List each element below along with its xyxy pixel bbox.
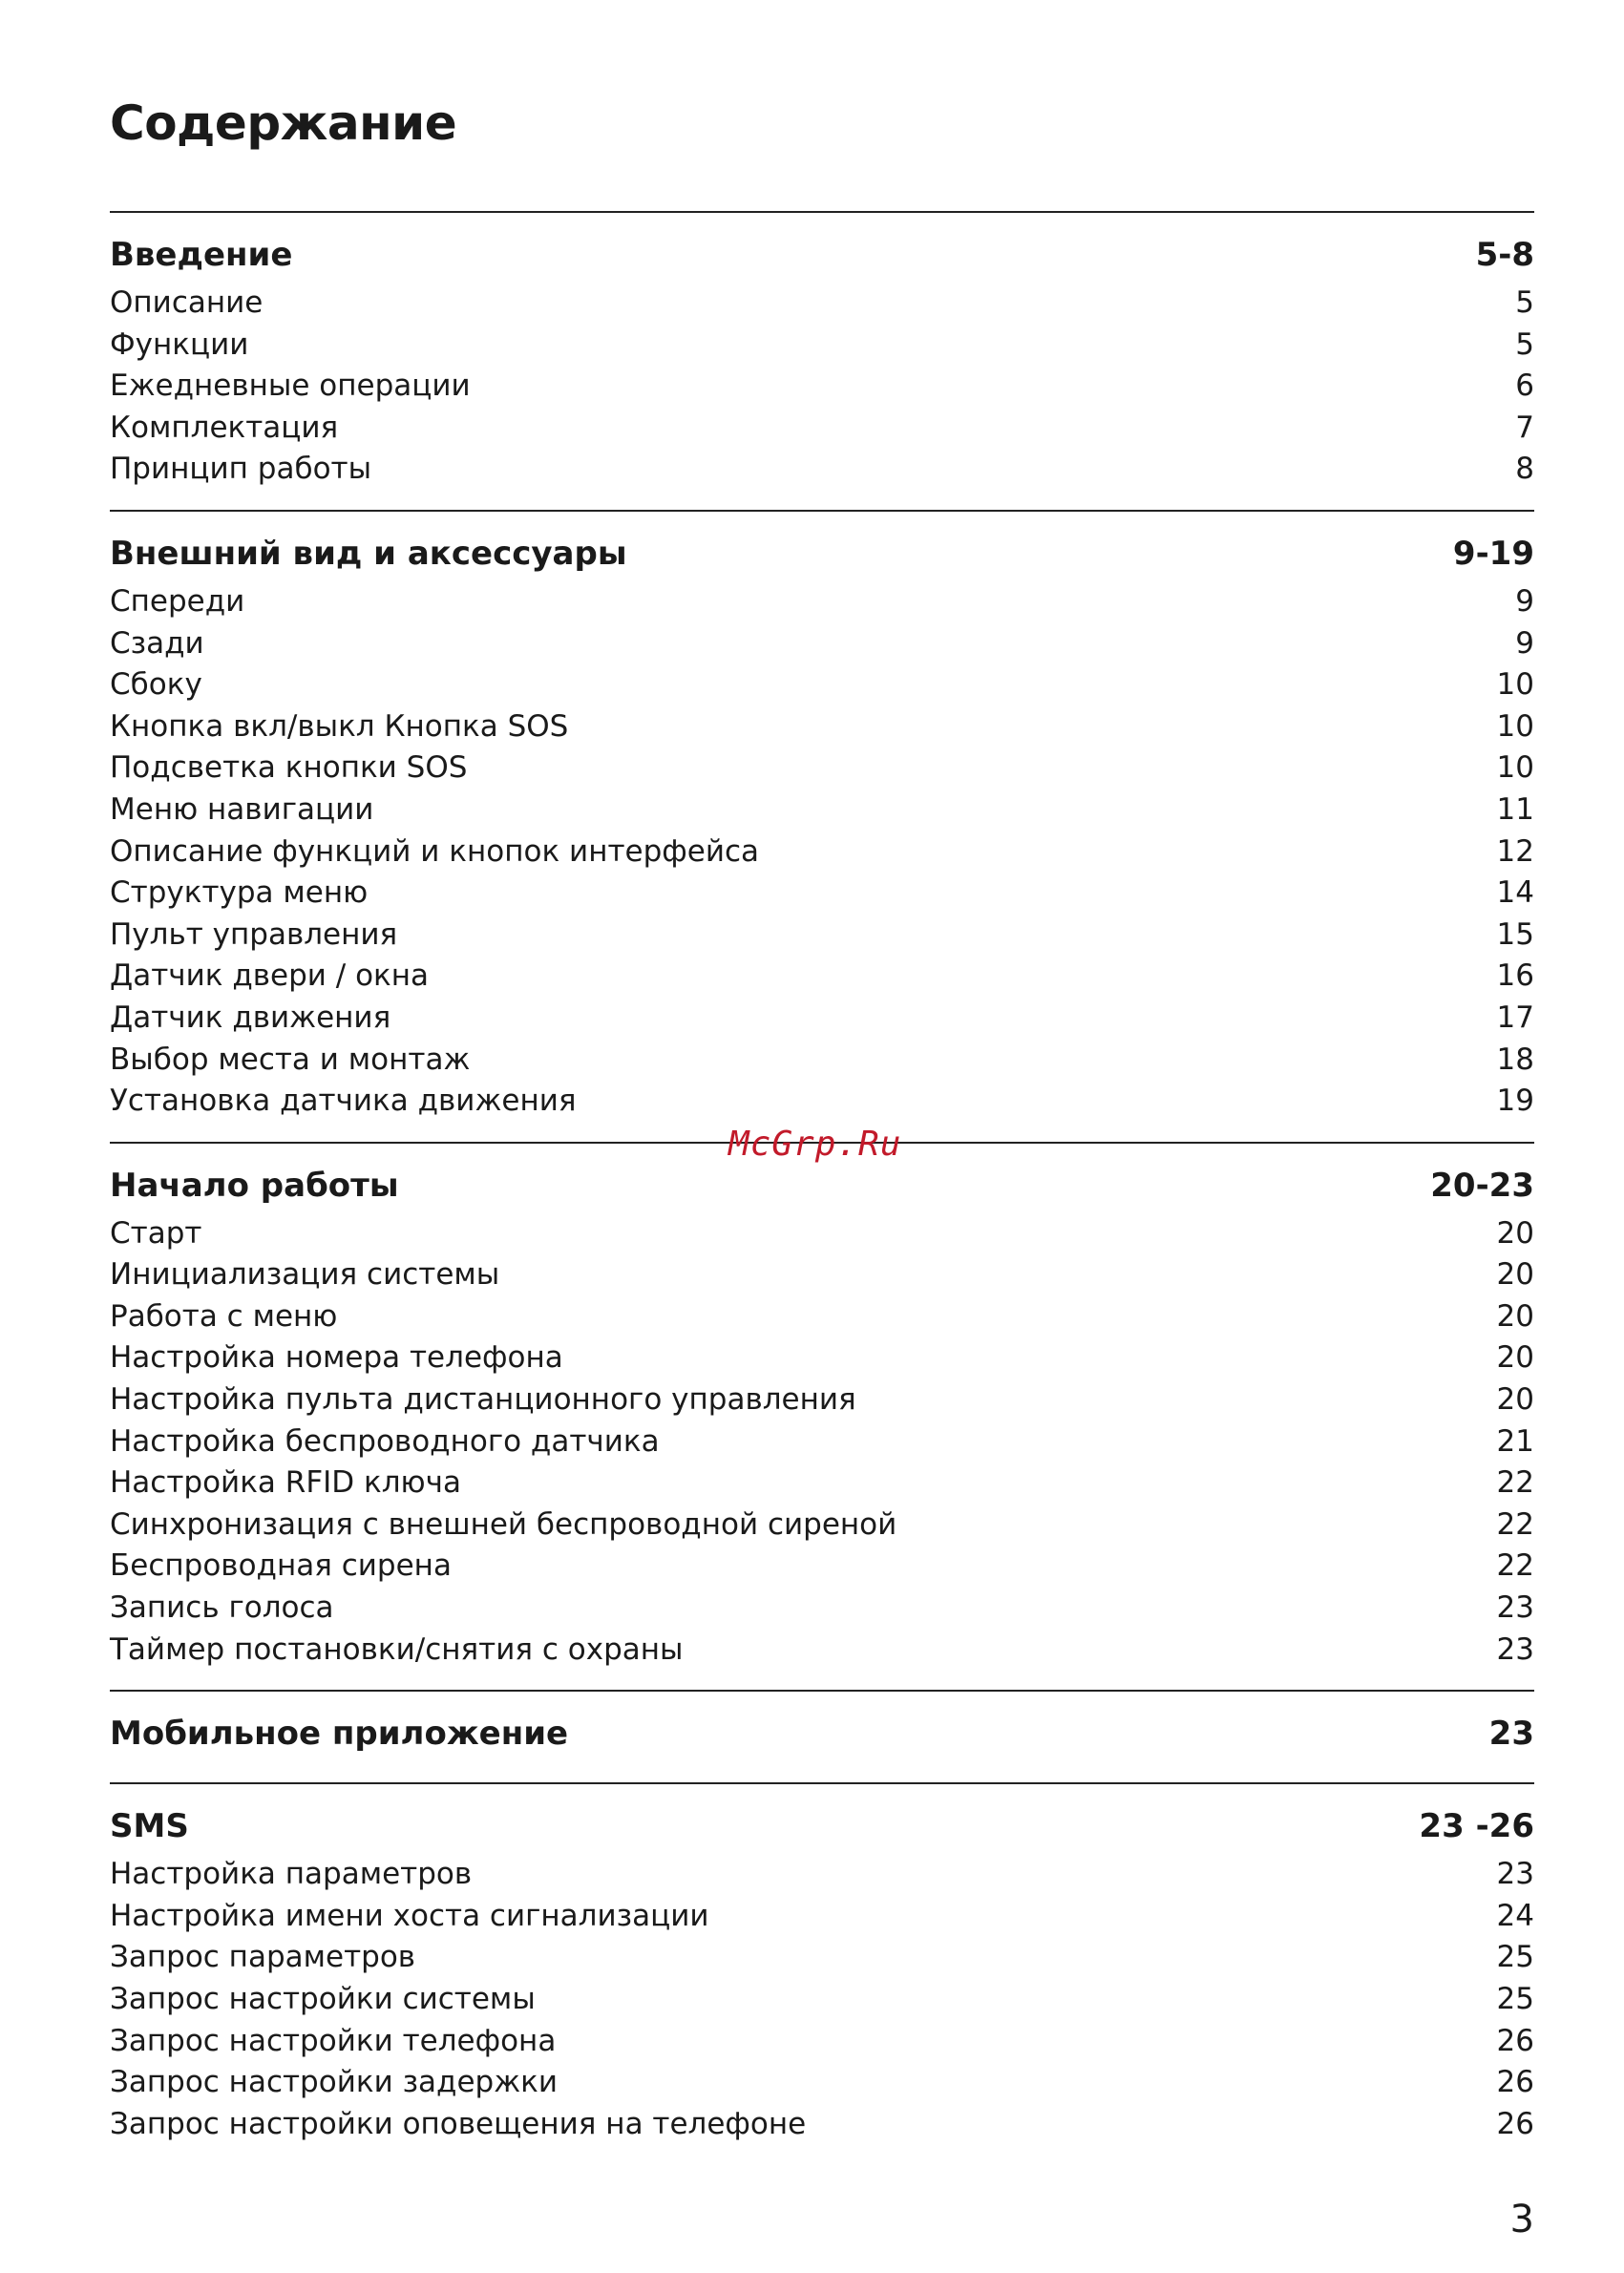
section-title: Внешний вид и аксессуары	[110, 534, 627, 573]
watermark: McGrp.Ru	[728, 1125, 902, 1164]
toc-entry	[110, 1296, 1534, 1338]
entry-page: 22	[1496, 1506, 1534, 1542]
entry-label: Настройка RFID ключа	[110, 1465, 461, 1501]
section-title: Начало работы	[110, 1166, 399, 1205]
section-pages: 23 -26	[1419, 1807, 1534, 1846]
toc-section	[110, 1142, 1534, 1672]
section-title: Введение	[110, 236, 293, 274]
entry-label: Принцип работы	[110, 452, 372, 487]
toc-entry	[110, 283, 1534, 325]
entry-page: 17	[1496, 1000, 1534, 1035]
section-title: SMS	[110, 1807, 189, 1846]
entry-label: Сбоку	[110, 667, 202, 703]
entry-page: 20	[1496, 1298, 1534, 1334]
entry-page: 23	[1496, 1857, 1534, 1892]
toc-entry	[110, 1040, 1534, 1082]
section-heading	[110, 1799, 1534, 1854]
entry-label: Инициализация системы	[110, 1257, 500, 1293]
entry-label: Установка датчика движения	[110, 1084, 577, 1119]
toc-entry	[110, 408, 1534, 450]
toc-entry	[110, 915, 1534, 957]
entry-label: Настройка параметров	[110, 1857, 473, 1892]
entry-page: 23	[1496, 1590, 1534, 1626]
entry-label: Таймер постановки/снятия с охраны	[110, 1631, 684, 1667]
entry-page: 20	[1496, 1382, 1534, 1418]
entry-list	[110, 283, 1534, 491]
toc-entry	[110, 1505, 1534, 1547]
entry-page: 19	[1496, 1084, 1534, 1119]
entry-page: 26	[1496, 2106, 1534, 2141]
entry-page: 6	[1515, 368, 1534, 404]
toc-entry	[110, 2104, 1534, 2146]
entry-page: 26	[1496, 2023, 1534, 2058]
toc-entry	[110, 706, 1534, 748]
entry-page: 11	[1496, 791, 1534, 827]
section-pages: 5-8	[1475, 236, 1534, 274]
entry-label: Запрос настройки телефона	[110, 2023, 557, 2058]
entry-label: Ежедневные операции	[110, 368, 471, 404]
entry-page: 20	[1496, 1257, 1534, 1293]
entry-page: 22	[1496, 1548, 1534, 1584]
section-title: Мобильное приложение	[110, 1715, 569, 1754]
entry-label: Комплектация	[110, 410, 339, 445]
toc-entry	[110, 1588, 1534, 1630]
entry-page: 10	[1496, 708, 1534, 744]
toc-entry	[110, 1081, 1534, 1123]
section-heading	[110, 1706, 1534, 1761]
entry-label: Датчик двери / окна	[110, 958, 430, 994]
entry-page: 18	[1496, 1042, 1534, 1077]
toc-entry	[110, 1337, 1534, 1379]
section-heading	[110, 227, 1534, 283]
entry-page: 9	[1515, 583, 1534, 619]
toc-entry	[110, 2021, 1534, 2063]
entry-label: Запрос настройки оповещения на телефоне	[110, 2106, 807, 2141]
entry-label: Работа с меню	[110, 1298, 338, 1334]
entry-page: 26	[1496, 2065, 1534, 2100]
entry-page: 12	[1496, 833, 1534, 869]
toc-entry	[110, 831, 1534, 873]
toc-entry	[110, 747, 1534, 789]
entry-page: 15	[1496, 916, 1534, 952]
entry-page: 24	[1496, 1898, 1534, 1933]
entry-label: Описание функций и кнопок интерфейса	[110, 833, 760, 869]
toc-entry	[110, 1630, 1534, 1672]
entry-label: Запись голоса	[110, 1590, 334, 1626]
entry-page: 10	[1496, 667, 1534, 703]
entry-page: 7	[1515, 410, 1534, 445]
toc-entry	[110, 1379, 1534, 1421]
entry-label: Запрос настройки задержки	[110, 2065, 559, 2100]
toc-entry	[110, 956, 1534, 998]
entry-label: Выбор места и монтаж	[110, 1042, 471, 1077]
entry-page: 8	[1515, 452, 1534, 487]
page-number: 3	[1509, 2198, 1534, 2241]
entry-label: Спереди	[110, 583, 245, 619]
entry-label: Функции	[110, 326, 249, 362]
entry-page: 23	[1496, 1631, 1534, 1667]
entry-label: Настройка имени хоста сигнализации	[110, 1898, 709, 1933]
entry-list	[110, 1854, 1534, 2145]
toc-entry	[110, 1979, 1534, 2021]
entry-label: Подсветка кнопки SOS	[110, 750, 468, 786]
section-pages: 23	[1488, 1715, 1534, 1754]
toc-entry	[110, 581, 1534, 623]
toc-section	[110, 211, 1534, 491]
entry-label: Запрос настройки системы	[110, 1982, 536, 2016]
entry-page: 21	[1496, 1423, 1534, 1459]
entry-label: Запрос параметров	[110, 1940, 416, 1975]
toc-entry	[110, 1896, 1534, 1938]
entry-page: 14	[1496, 875, 1534, 911]
toc-entry	[110, 873, 1534, 915]
entry-label: Пульт управления	[110, 916, 398, 952]
entry-page: 20	[1496, 1215, 1534, 1251]
toc-entry	[110, 1463, 1534, 1505]
entry-page: 20	[1496, 1340, 1534, 1376]
toc-entry	[110, 449, 1534, 491]
page-title: Содержание	[110, 95, 457, 151]
toc-section	[110, 1690, 1534, 1761]
section-heading	[110, 1158, 1534, 1213]
section-heading	[110, 526, 1534, 581]
entry-label: Сзади	[110, 625, 204, 661]
entry-list	[110, 1213, 1534, 1672]
toc-section	[110, 510, 1534, 1123]
entry-page: 9	[1515, 625, 1534, 661]
entry-label: Меню навигации	[110, 791, 374, 827]
entry-page: 25	[1496, 1940, 1534, 1975]
entry-page: 25	[1496, 1982, 1534, 2016]
toc-entry	[110, 1254, 1534, 1296]
table-of-contents	[110, 211, 1534, 2164]
entry-label: Старт	[110, 1215, 202, 1251]
entry-label: Настройка номера телефона	[110, 1340, 563, 1376]
entry-label: Беспроводная сирена	[110, 1548, 452, 1584]
toc-entry	[110, 1937, 1534, 1979]
entry-page: 5	[1515, 326, 1534, 362]
toc-entry	[110, 789, 1534, 831]
entry-label: Описание	[110, 285, 264, 320]
toc-entry	[110, 1421, 1534, 1463]
entry-label: Датчик движения	[110, 1000, 391, 1035]
toc-entry	[110, 998, 1534, 1040]
entry-page: 10	[1496, 750, 1534, 786]
toc-entry	[110, 1546, 1534, 1588]
entry-label: Настройка пульта дистанционного управления	[110, 1382, 856, 1418]
toc-entry	[110, 325, 1534, 367]
toc-entry	[110, 1854, 1534, 1896]
toc-entry	[110, 1213, 1534, 1255]
section-pages: 9-19	[1452, 534, 1534, 573]
section-pages: 20-23	[1430, 1166, 1534, 1205]
entry-label: Синхронизация с внешней беспроводной сиреной	[110, 1506, 897, 1542]
toc-entry	[110, 664, 1534, 706]
entry-page: 5	[1515, 285, 1534, 320]
toc-entry	[110, 366, 1534, 408]
toc-entry	[110, 2062, 1534, 2104]
entry-page: 16	[1496, 958, 1534, 994]
entry-label: Настройка беспроводного датчика	[110, 1423, 660, 1459]
toc-section	[110, 1782, 1534, 2145]
toc-entry	[110, 623, 1534, 665]
entry-label: Структура меню	[110, 875, 369, 911]
entry-page: 22	[1496, 1465, 1534, 1501]
entry-list	[110, 581, 1534, 1123]
entry-label: Кнопка вкл/выкл Кнопка SOS	[110, 708, 569, 744]
